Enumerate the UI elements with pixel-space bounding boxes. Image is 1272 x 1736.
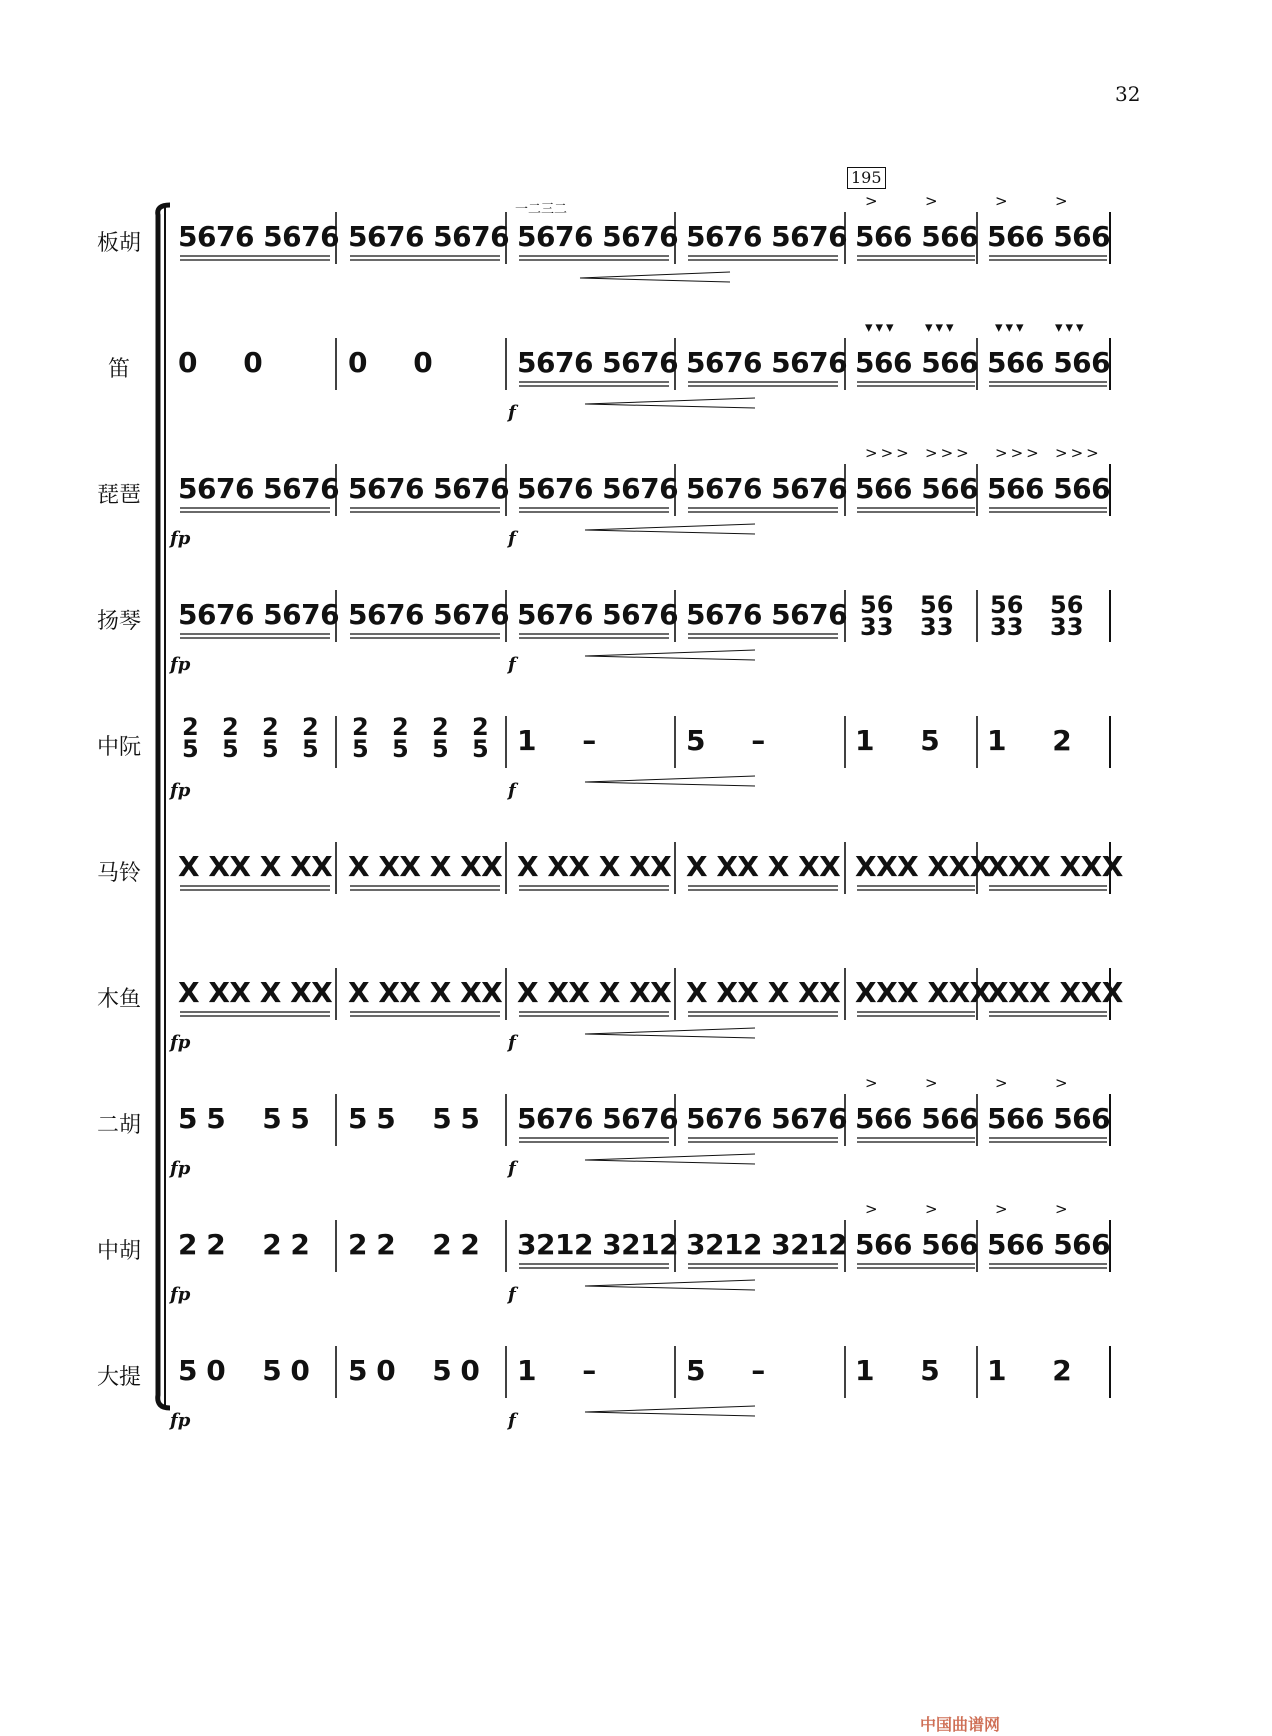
accent-mark: > [925, 1074, 941, 1092]
accent-mark: > [1055, 192, 1071, 210]
measure-notes: 5676 5676 [517, 220, 679, 253]
measure-notes: 1 5 [855, 1354, 940, 1387]
instrument-label: 中阮 [96, 735, 141, 760]
instrument-label: 二胡 [96, 1113, 141, 1138]
accent-mark: > [865, 1074, 881, 1092]
measure-notes: 566 566 [987, 346, 1111, 379]
measure-notes: 5676 5676 [178, 220, 340, 253]
measure-notes: 5676 5676 [686, 220, 848, 253]
measure-notes: 5 – [686, 724, 765, 757]
accent-mark: >>> [995, 444, 1042, 462]
measure-notes: 566 566 [855, 1102, 979, 1135]
ornament-text: 一二三二 [515, 202, 568, 217]
chord-stack: 56 33 [920, 591, 954, 641]
chord-stack: 2 5 [262, 713, 279, 763]
instrument-label: 板胡 [96, 231, 141, 256]
dynamic-marking: f [508, 528, 516, 549]
measure-notes: 5676 5676 [517, 598, 679, 631]
instrument-label: 木鱼 [96, 987, 141, 1012]
chord-stack: 2 5 [392, 713, 409, 763]
instrument-label: 马铃 [96, 861, 141, 886]
chord-stack: 2 5 [222, 713, 239, 763]
measure-notes: 0 0 [348, 346, 433, 379]
measure-notes: 5676 5676 [178, 598, 340, 631]
measure-notes: 5676 5676 [348, 220, 510, 253]
dynamic-marking: f [508, 654, 516, 675]
measure-notes: 5 0 5 0 [348, 1354, 480, 1387]
measure-notes: 3212 3212 [686, 1228, 848, 1261]
accent-mark: > [995, 192, 1011, 210]
measure-notes: 1 – [517, 1354, 596, 1387]
accent-mark: >>> [925, 444, 972, 462]
accent-mark: > [865, 192, 881, 210]
dynamic-marking: fp [170, 1284, 191, 1305]
dynamic-marking: f [508, 1410, 516, 1431]
measure-notes: 5676 5676 [686, 1102, 848, 1135]
dynamic-marking: f [508, 402, 516, 423]
measure-notes: X XX X XX [686, 850, 841, 883]
accent-mark: > [865, 1200, 881, 1218]
measure-notes: 1 2 [987, 1354, 1072, 1387]
accent-mark: > [995, 1074, 1011, 1092]
measure-notes: XXX XXX [855, 850, 991, 883]
measure-notes: 5676 5676 [686, 472, 848, 505]
chord-stack: 2 5 [432, 713, 449, 763]
measure-notes: 566 566 [855, 472, 979, 505]
measure-notes: 5676 5676 [517, 1102, 679, 1135]
measure-notes: 5 – [686, 1354, 765, 1387]
measure-notes: XXX XXX [987, 850, 1123, 883]
measure-notes: 566 566 [855, 1228, 979, 1261]
measure-notes: X XX X XX [348, 976, 503, 1009]
measure-notes: X XX X XX [348, 850, 503, 883]
dynamic-marking: fp [170, 528, 191, 549]
chord-stack: 2 5 [472, 713, 489, 763]
measure-notes: X XX X XX [517, 976, 672, 1009]
chord-stack: 56 33 [990, 591, 1024, 641]
dynamic-marking: f [508, 1032, 516, 1053]
measure-notes: 566 566 [987, 220, 1111, 253]
measure-notes: 5676 5676 [178, 472, 340, 505]
measure-notes: 0 0 [178, 346, 263, 379]
page-number: 32 [1115, 82, 1141, 106]
measure-notes: 566 566 [855, 346, 979, 379]
measure-notes: 1 2 [987, 724, 1072, 757]
accent-mark: >>> [1055, 444, 1102, 462]
measure-notes: 5676 5676 [686, 346, 848, 379]
dynamic-marking: fp [170, 1158, 191, 1179]
measure-notes: 5676 5676 [686, 598, 848, 631]
measure-notes: 1 – [517, 724, 596, 757]
measure-notes: 3212 3212 [517, 1228, 679, 1261]
measure-notes: 1 5 [855, 724, 940, 757]
accent-mark: > [925, 1200, 941, 1218]
chord-stack: 2 5 [182, 713, 199, 763]
footer-watermark: 中国曲谱网 [920, 1715, 1001, 1734]
accent-mark: ▾▾▾ [865, 318, 897, 336]
chord-stack: 56 33 [860, 591, 894, 641]
instrument-label: 大提 [96, 1365, 141, 1390]
instrument-label: 中胡 [96, 1239, 141, 1264]
measure-notes: 5676 5676 [517, 346, 679, 379]
dynamic-marking: fp [170, 1410, 191, 1431]
accent-mark: ▾▾▾ [995, 318, 1027, 336]
instrument-label: 笛 [107, 357, 130, 382]
chord-stack: 2 5 [302, 713, 319, 763]
measure-notes: XXX XXX [987, 976, 1123, 1009]
dynamic-marking: f [508, 780, 516, 801]
measure-notes: X XX X XX [517, 850, 672, 883]
measure-notes: 2 2 2 2 [348, 1228, 480, 1261]
measure-notes: 5 0 5 0 [178, 1354, 310, 1387]
chord-stack: 2 5 [352, 713, 369, 763]
rehearsal-mark: 195 [847, 167, 886, 189]
measure-notes: XXX XXX [855, 976, 991, 1009]
accent-mark: ▾▾▾ [925, 318, 957, 336]
chord-stack: 56 33 [1050, 591, 1084, 641]
instrument-label: 扬琴 [96, 609, 141, 634]
accent-mark: >>> [865, 444, 912, 462]
measure-notes: 5676 5676 [517, 472, 679, 505]
dynamic-marking: f [508, 1158, 516, 1179]
measure-notes: 5676 5676 [348, 472, 510, 505]
dynamic-marking: fp [170, 654, 191, 675]
measure-notes: 566 566 [987, 1102, 1111, 1135]
dynamic-marking: f [508, 1284, 516, 1305]
measure-notes: 566 566 [855, 220, 979, 253]
measure-notes: 566 566 [987, 472, 1111, 505]
measure-notes: 5 5 5 5 [348, 1102, 480, 1135]
dynamic-marking: fp [170, 1032, 191, 1053]
accent-mark: ▾▾▾ [1055, 318, 1087, 336]
measure-notes: X XX X XX [178, 850, 333, 883]
measure-notes: 5 5 5 5 [178, 1102, 310, 1135]
accent-mark: > [1055, 1074, 1071, 1092]
measure-notes: 5676 5676 [348, 598, 510, 631]
instrument-label: 琵琶 [96, 483, 141, 508]
accent-mark: > [1055, 1200, 1071, 1218]
dynamic-marking: fp [170, 780, 191, 801]
accent-mark: > [995, 1200, 1011, 1218]
measure-notes: 566 566 [987, 1228, 1111, 1261]
measure-notes: X XX X XX [178, 976, 333, 1009]
measure-notes: X XX X XX [686, 976, 841, 1009]
accent-mark: > [925, 192, 941, 210]
measure-notes: 2 2 2 2 [178, 1228, 310, 1261]
